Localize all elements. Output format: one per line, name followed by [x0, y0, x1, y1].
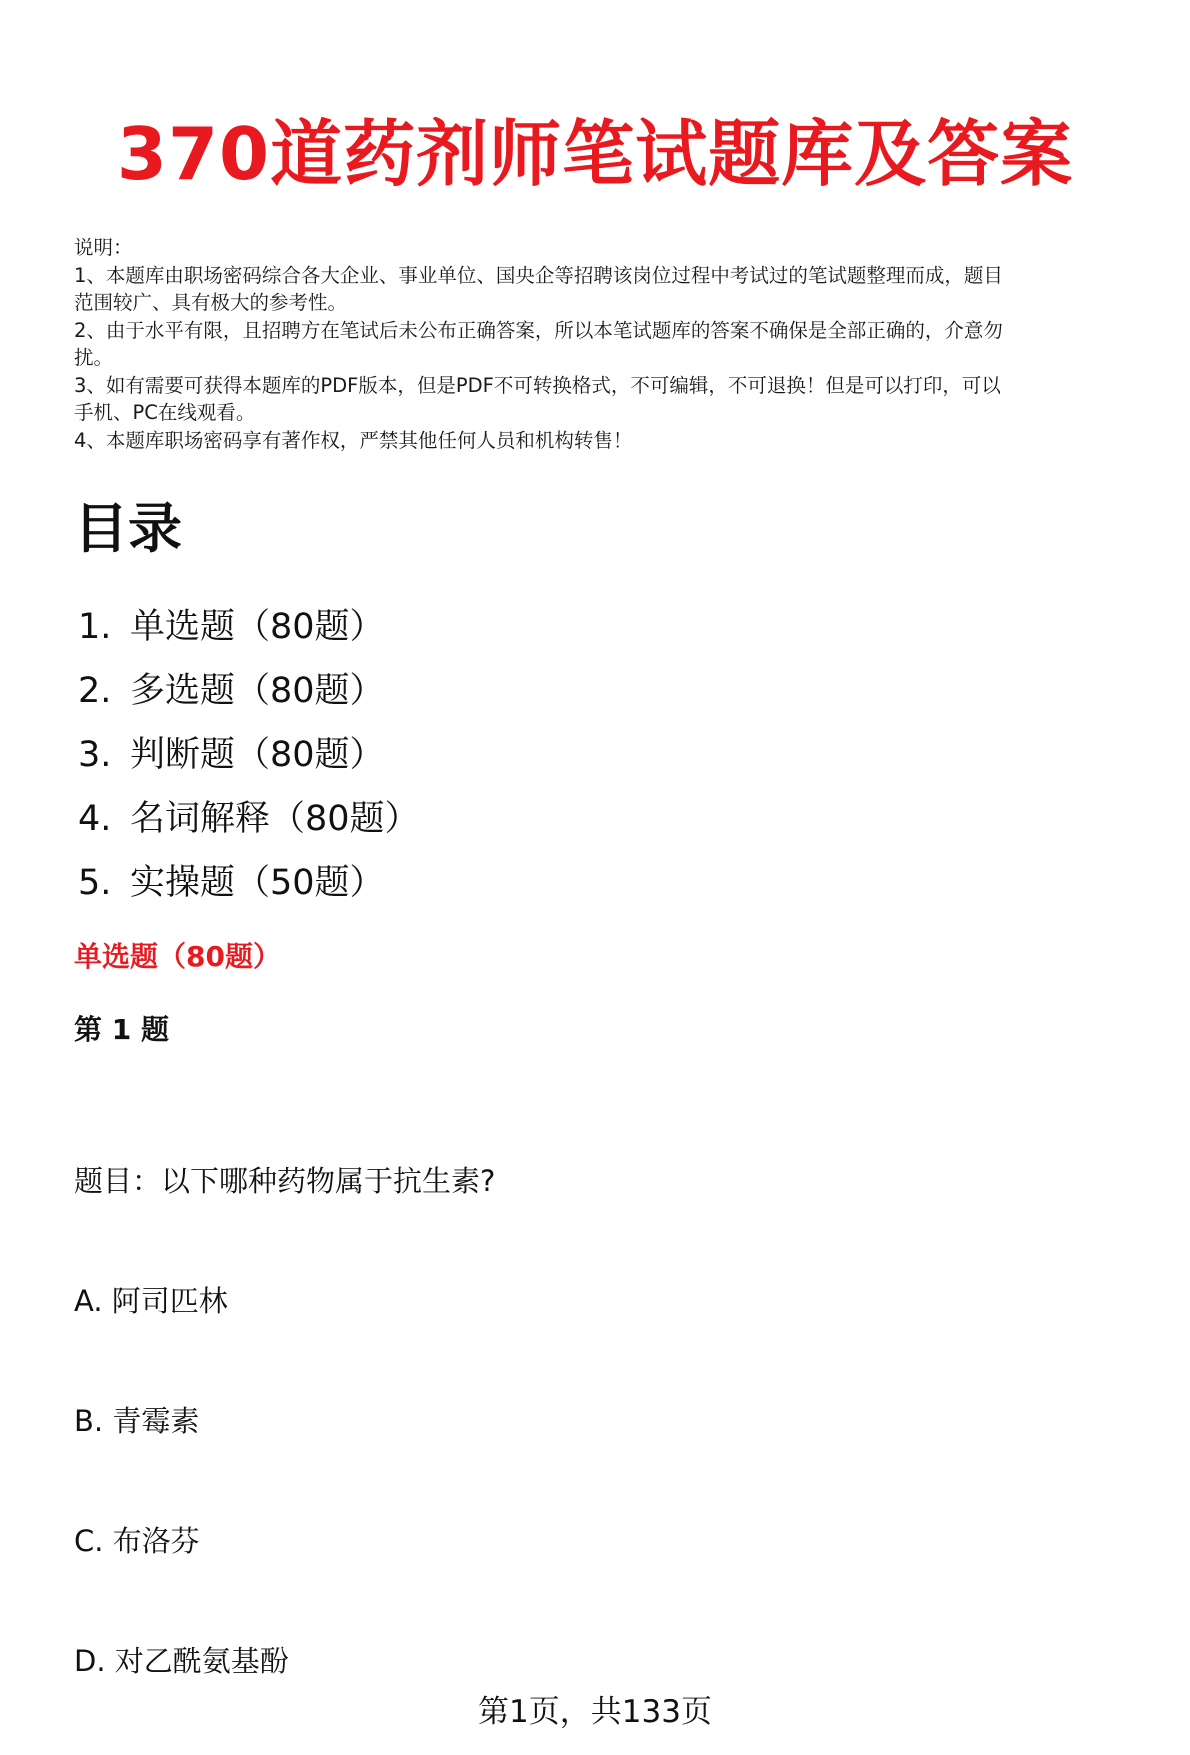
instructions-line: 1、本题库由职场密码综合各大企业、事业单位、国央企等招聘该岗位过程中考试过的笔试题整理而成，题目 [74, 263, 1003, 287]
toc-item[interactable] [78, 859, 420, 923]
instructions-heading: 说明： [74, 236, 133, 259]
toc-heading: 目录 [74, 497, 182, 560]
instructions-line: 扰。 [74, 346, 114, 369]
toc-item-number: 3. [78, 735, 112, 775]
answer-option-c: C. 布洛芬 [74, 1524, 200, 1558]
toc-item-label: 多选题（80题） [130, 671, 385, 711]
instructions-line: 2、由于水平有限，且招聘方在笔试后未公布正确答案，所以本笔试题库的答案不确保是全部正确的，介意勿 [74, 318, 1003, 342]
answer-option-b: B. 青霉素 [74, 1404, 200, 1438]
toc-item-number: 4. [78, 799, 112, 839]
toc-item-label: 实操题（50题） [130, 863, 385, 903]
toc-item-number: 2. [78, 671, 112, 711]
instructions-block [74, 234, 1154, 454]
instructions-line: 手机、PC在线观看。 [74, 401, 256, 424]
toc-item-label: 判断题（80题） [130, 735, 385, 775]
toc-item[interactable] [78, 795, 420, 859]
instructions-line: 范围较广、具有极大的参考性。 [74, 291, 348, 314]
toc-item-label: 单选题（80题） [130, 607, 385, 647]
toc-item[interactable] [78, 603, 420, 667]
table-of-contents [78, 603, 420, 923]
answer-option-a: A. 阿司匹林 [74, 1284, 228, 1318]
document-title: 370道药剂师笔试题库及答案 [116, 112, 1074, 196]
toc-item-number: 5. [78, 863, 112, 903]
toc-item-number: 1. [78, 607, 112, 647]
toc-item[interactable] [78, 731, 420, 795]
instructions-line: 3、如有需要可获得本题库的PDF版本，但是PDF不可转换格式，不可编辑，不可退换！但是可以打印，可以 [74, 373, 1001, 397]
toc-item-label: 名词解释（80题） [130, 799, 420, 839]
answer-option-d: D. 对乙酰氨基酚 [74, 1644, 289, 1678]
section-title: 单选题（80题） [74, 940, 281, 973]
instructions-line: 4、本题库职场密码享有著作权，严禁其他任何人员和机构转售！ [74, 428, 633, 452]
toc-item[interactable] [78, 667, 420, 731]
question-text: 题目：以下哪种药物属于抗生素? [74, 1164, 496, 1198]
page-footer: 第1页，共133页 [478, 1694, 712, 1730]
question-number: 第 1 题 [74, 1013, 169, 1046]
